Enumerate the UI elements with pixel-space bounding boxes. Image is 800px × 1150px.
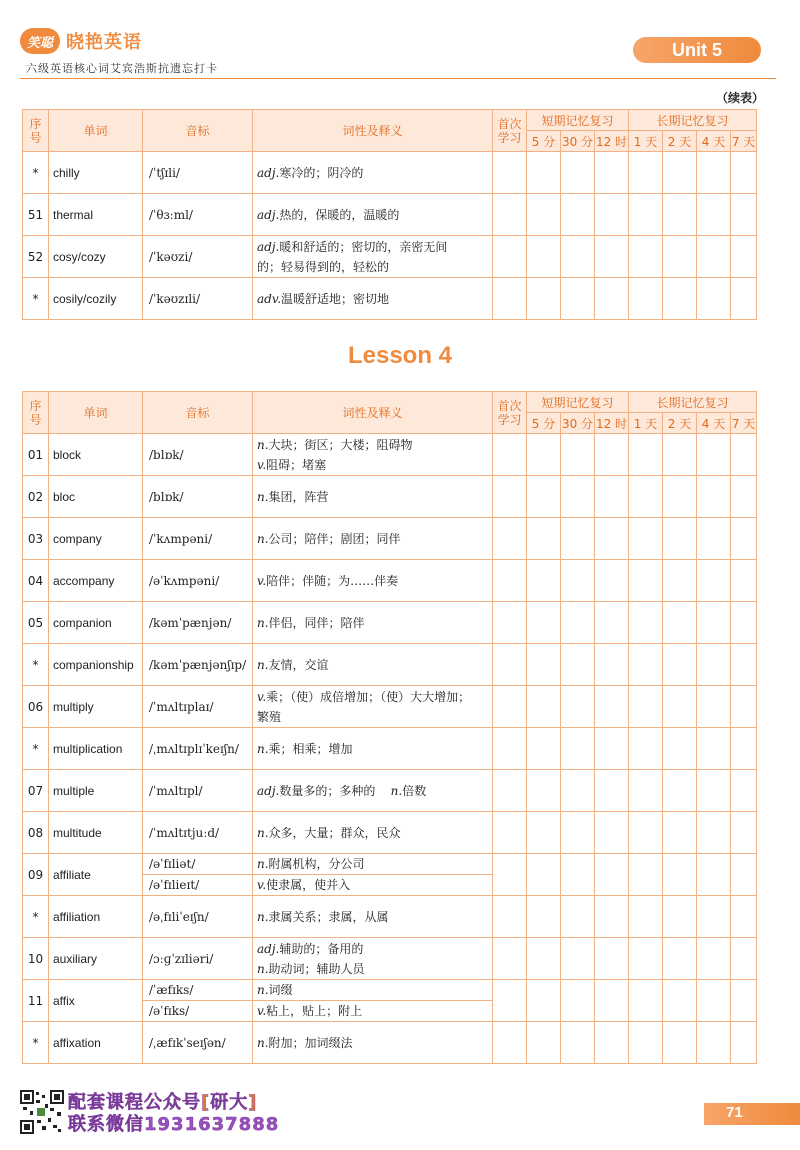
checkbox-cell[interactable]	[595, 518, 629, 560]
checkbox-cell[interactable]	[493, 152, 527, 194]
meaning-cell: n.集团，阵营	[253, 476, 493, 518]
col-header-short-term: 短期记忆复习	[527, 392, 629, 413]
row-number: *	[23, 278, 49, 320]
checkbox-cell[interactable]	[527, 1022, 561, 1064]
word-cell: multiply	[49, 686, 143, 728]
row-number: 09	[23, 854, 49, 896]
checkbox-cell[interactable]	[731, 644, 757, 686]
phonetic-cell: /blɒk/	[143, 434, 253, 476]
row-number: 05	[23, 602, 49, 644]
checkbox-cell[interactable]	[629, 980, 663, 1022]
checkbox-cell[interactable]	[595, 560, 629, 602]
meaning-cell: n.乘；相乘；增加	[253, 728, 493, 770]
checkbox-cell[interactable]	[527, 434, 561, 476]
meaning-cell: n.附属机构，分公司	[253, 854, 493, 875]
col-header-l4: 7 天	[731, 131, 757, 152]
checkbox-cell[interactable]	[493, 980, 527, 1022]
col-header-s2: 30 分	[561, 413, 595, 434]
checkbox-cell[interactable]	[493, 560, 527, 602]
checkbox-cell[interactable]	[731, 278, 757, 320]
col-header-l3: 4 天	[697, 131, 731, 152]
checkbox-cell[interactable]	[493, 854, 527, 896]
checkbox-cell[interactable]	[493, 602, 527, 644]
meaning-cell: adj.数量多的；多种的 n.倍数	[253, 770, 493, 812]
checkbox-cell[interactable]	[697, 896, 731, 938]
col-header-phonetic: 音标	[143, 110, 253, 152]
checkbox-cell[interactable]	[697, 602, 731, 644]
phonetic-cell: /əˈfɪlieɪt/	[143, 875, 253, 896]
row-number: *	[23, 896, 49, 938]
checkbox-cell[interactable]	[697, 278, 731, 320]
meaning-cell: n.众多，大量；群众，民众	[253, 812, 493, 854]
checkbox-cell[interactable]	[629, 560, 663, 602]
checkbox-cell[interactable]	[629, 236, 663, 278]
checkbox-cell[interactable]	[527, 686, 561, 728]
col-header-long-term: 长期记忆复习	[629, 392, 757, 413]
checkbox-cell[interactable]	[697, 194, 731, 236]
checkbox-cell[interactable]	[697, 476, 731, 518]
checkbox-cell[interactable]	[663, 938, 697, 980]
phonetic-cell: /ˈmʌltɪtjuːd/	[143, 812, 253, 854]
promo-text	[68, 1092, 279, 1136]
checkbox-cell[interactable]	[527, 476, 561, 518]
word-cell: cosily/cozily	[49, 278, 143, 320]
checkbox-cell[interactable]	[595, 938, 629, 980]
row-number: *	[23, 1022, 49, 1064]
phonetic-cell: /ˈmʌltɪpl/	[143, 770, 253, 812]
row-number: 06	[23, 686, 49, 728]
checkbox-cell[interactable]	[561, 854, 595, 896]
header-row	[23, 392, 757, 413]
phonetic-cell: /ˈkəʊzi/	[143, 236, 253, 278]
meaning-cell: n.公司；陪伴；剧团；同伴	[253, 518, 493, 560]
row-number: 08	[23, 812, 49, 854]
word-cell: chilly	[49, 152, 143, 194]
meaning-cell: n.伴侣，同伴；陪伴	[253, 602, 493, 644]
checkbox-cell[interactable]	[731, 152, 757, 194]
header-row	[23, 110, 757, 131]
checkbox-cell[interactable]	[731, 602, 757, 644]
checkbox-cell[interactable]	[629, 686, 663, 728]
checkbox-cell[interactable]	[595, 434, 629, 476]
checkbox-cell[interactable]	[731, 686, 757, 728]
checkbox-cell[interactable]	[663, 896, 697, 938]
col-header-s1: 5 分	[527, 413, 561, 434]
promo-line-1: 配套课程公众号[研大]	[68, 1092, 258, 1113]
meaning-cell: n.友情，交谊	[253, 644, 493, 686]
checkbox-cell[interactable]	[527, 518, 561, 560]
checkbox-cell[interactable]	[697, 770, 731, 812]
table-row	[23, 728, 757, 770]
meaning-cell: v.陪伴；伴随；为……伴奏	[253, 560, 493, 602]
checkbox-cell[interactable]	[629, 728, 663, 770]
table-row	[23, 686, 757, 728]
phonetic-cell: /ˈθɜːml/	[143, 194, 253, 236]
word-cell: affixation	[49, 1022, 143, 1064]
table-row	[23, 152, 757, 194]
checkbox-cell[interactable]	[629, 602, 663, 644]
col-header-word: 单词	[49, 110, 143, 152]
meaning-cell: v.乘；（使）成倍增加；（使）大大增加； 繁殖	[253, 686, 493, 728]
checkbox-cell[interactable]	[595, 896, 629, 938]
header-divider	[20, 78, 776, 79]
checkbox-cell[interactable]	[663, 770, 697, 812]
meaning-cell: adj.辅助的；备用的 n.助动词；辅助人员	[253, 938, 493, 980]
page-number-bar	[704, 1103, 800, 1125]
table-row	[23, 476, 757, 518]
checkbox-cell[interactable]	[731, 518, 757, 560]
checkbox-cell[interactable]	[663, 236, 697, 278]
checkbox-cell[interactable]	[663, 434, 697, 476]
lesson-title: Lesson 4	[347, 342, 453, 369]
word-cell: companion	[49, 602, 143, 644]
checkbox-cell[interactable]	[663, 476, 697, 518]
checkbox-cell[interactable]	[663, 1022, 697, 1064]
checkbox-cell[interactable]	[697, 518, 731, 560]
checkbox-cell[interactable]	[527, 812, 561, 854]
checkbox-cell[interactable]	[595, 770, 629, 812]
table-row	[23, 560, 757, 602]
meaning-cell: adj.寒冷的；阴冷的	[253, 152, 493, 194]
book-subtitle: 六级英语核心词艾宾浩斯抗遗忘打卡	[26, 62, 218, 75]
table-row	[23, 602, 757, 644]
word-cell: affiliate	[49, 854, 143, 896]
phonetic-cell: /blɒk/	[143, 476, 253, 518]
row-number: *	[23, 152, 49, 194]
word-cell: companionship	[49, 644, 143, 686]
row-number: 07	[23, 770, 49, 812]
checkbox-cell[interactable]	[697, 236, 731, 278]
word-cell: company	[49, 518, 143, 560]
checkbox-cell[interactable]	[493, 938, 527, 980]
word-cell: affix	[49, 980, 143, 1022]
checkbox-cell[interactable]	[561, 602, 595, 644]
row-number: 04	[23, 560, 49, 602]
meaning-cell: adj.热的，保暖的，温暖的	[253, 194, 493, 236]
checkbox-cell[interactable]	[731, 236, 757, 278]
word-cell: block	[49, 434, 143, 476]
brand-logo	[20, 28, 142, 54]
checkbox-cell[interactable]	[731, 770, 757, 812]
word-cell: multitude	[49, 812, 143, 854]
checkbox-cell[interactable]	[731, 434, 757, 476]
row-number: 03	[23, 518, 49, 560]
checkbox-cell[interactable]	[595, 644, 629, 686]
meaning-cell: n.附加；加词缀法	[253, 1022, 493, 1064]
phonetic-cell: /ɔːɡˈzɪliəri/	[143, 938, 253, 980]
row-number: 02	[23, 476, 49, 518]
continued-label: （续表）	[716, 91, 765, 105]
checkbox-cell[interactable]	[595, 1022, 629, 1064]
promo-line-2: 联系微信1931637888	[68, 1114, 280, 1135]
checkbox-cell[interactable]	[561, 194, 595, 236]
col-header-first-study: 首次 学习	[493, 110, 527, 152]
checkbox-cell[interactable]	[561, 644, 595, 686]
table-row	[23, 1022, 757, 1064]
checkbox-cell[interactable]	[629, 644, 663, 686]
checkbox-cell[interactable]	[697, 644, 731, 686]
checkbox-cell[interactable]	[731, 896, 757, 938]
col-header-s3: 12 时	[595, 413, 629, 434]
checkbox-cell[interactable]	[561, 938, 595, 980]
checkbox-cell[interactable]	[629, 1022, 663, 1064]
word-cell: multiplication	[49, 728, 143, 770]
checkbox-cell[interactable]	[595, 602, 629, 644]
checkbox-cell[interactable]	[731, 560, 757, 602]
checkbox-cell[interactable]	[595, 236, 629, 278]
checkbox-cell[interactable]	[561, 1022, 595, 1064]
checkbox-cell[interactable]	[697, 812, 731, 854]
qr-code-icon	[20, 1090, 64, 1134]
col-header-l1: 1 天	[629, 413, 663, 434]
checkbox-cell[interactable]	[629, 278, 663, 320]
col-header-s3: 12 时	[595, 131, 629, 152]
row-number: 51	[23, 194, 49, 236]
checkbox-cell[interactable]	[629, 938, 663, 980]
checkbox-cell[interactable]	[731, 728, 757, 770]
checkbox-cell[interactable]	[595, 686, 629, 728]
checkbox-cell[interactable]	[697, 728, 731, 770]
checkbox-cell[interactable]	[697, 1022, 731, 1064]
phonetic-cell: /ˈkəʊzɪli/	[143, 278, 253, 320]
checkbox-cell[interactable]	[663, 728, 697, 770]
phonetic-cell: /əˌfɪliˈeɪʃn/	[143, 896, 253, 938]
table-row	[23, 896, 757, 938]
checkbox-cell[interactable]	[527, 152, 561, 194]
checkbox-cell[interactable]	[629, 812, 663, 854]
checkbox-cell[interactable]	[663, 194, 697, 236]
col-header-l2: 2 天	[663, 131, 697, 152]
checkbox-cell[interactable]	[493, 728, 527, 770]
checkbox-cell[interactable]	[629, 152, 663, 194]
checkbox-cell[interactable]	[527, 938, 561, 980]
checkbox-cell[interactable]	[595, 728, 629, 770]
checkbox-cell[interactable]	[561, 686, 595, 728]
checkbox-cell[interactable]	[561, 518, 595, 560]
checkbox-cell[interactable]	[561, 896, 595, 938]
checkbox-cell[interactable]	[697, 980, 731, 1022]
page-number: 71	[726, 1104, 743, 1121]
checkbox-cell[interactable]	[629, 476, 663, 518]
checkbox-cell[interactable]	[561, 236, 595, 278]
row-number: 10	[23, 938, 49, 980]
word-cell: auxiliary	[49, 938, 143, 980]
checkbox-cell[interactable]	[731, 476, 757, 518]
table-row	[23, 644, 757, 686]
checkbox-cell[interactable]	[663, 560, 697, 602]
checkbox-cell[interactable]	[527, 770, 561, 812]
checkbox-cell[interactable]	[561, 152, 595, 194]
row-number: *	[23, 644, 49, 686]
unit-badge: Unit 5	[633, 37, 761, 63]
checkbox-cell[interactable]	[629, 896, 663, 938]
checkbox-cell[interactable]	[493, 812, 527, 854]
table-row	[23, 434, 757, 476]
checkbox-cell[interactable]	[697, 434, 731, 476]
meaning-cell: adv.温暖舒适地；密切地	[253, 278, 493, 320]
checkbox-cell[interactable]	[527, 602, 561, 644]
checkbox-cell[interactable]	[629, 770, 663, 812]
checkbox-cell[interactable]	[663, 518, 697, 560]
phonetic-cell: /əˈkʌmpəni/	[143, 560, 253, 602]
checkbox-cell[interactable]	[697, 560, 731, 602]
checkbox-cell[interactable]	[697, 938, 731, 980]
checkbox-cell[interactable]	[663, 644, 697, 686]
table-row	[23, 770, 757, 812]
word-cell: bloc	[49, 476, 143, 518]
col-header-first-study: 首次 学习	[493, 392, 527, 434]
checkbox-cell[interactable]	[663, 686, 697, 728]
page-header	[0, 0, 800, 80]
phonetic-cell: /ˈtʃɪli/	[143, 152, 253, 194]
checkbox-cell[interactable]	[663, 278, 697, 320]
word-cell: cosy/cozy	[49, 236, 143, 278]
col-header-long-term: 长期记忆复习	[629, 110, 757, 131]
word-cell: affiliation	[49, 896, 143, 938]
phonetic-cell: /ˌmʌltɪplɪˈkeɪʃn/	[143, 728, 253, 770]
table-row	[23, 236, 757, 278]
checkbox-cell[interactable]	[561, 770, 595, 812]
word-cell: multiple	[49, 770, 143, 812]
phonetic-cell: /kəmˈpænjənʃɪp/	[143, 644, 253, 686]
phonetic-cell: /əˈfɪliət/	[143, 854, 253, 875]
checkbox-cell[interactable]	[493, 686, 527, 728]
checkbox-cell[interactable]	[527, 560, 561, 602]
checkbox-cell[interactable]	[595, 152, 629, 194]
checkbox-cell[interactable]	[731, 194, 757, 236]
vocab-table-continued	[22, 109, 757, 320]
table-row	[23, 980, 757, 1001]
table-row	[23, 938, 757, 980]
checkbox-cell[interactable]	[663, 980, 697, 1022]
table-row	[23, 812, 757, 854]
checkbox-cell[interactable]	[561, 980, 595, 1022]
checkbox-cell[interactable]	[493, 278, 527, 320]
checkbox-cell[interactable]	[731, 980, 757, 1022]
checkbox-cell[interactable]	[595, 278, 629, 320]
word-cell: thermal	[49, 194, 143, 236]
meaning-cell: adj.暖和舒适的；密切的，亲密无间 的；轻易得到的，轻松的	[253, 236, 493, 278]
checkbox-cell[interactable]	[493, 236, 527, 278]
checkbox-cell[interactable]	[493, 518, 527, 560]
checkbox-cell[interactable]	[527, 236, 561, 278]
checkbox-cell[interactable]	[731, 812, 757, 854]
phonetic-cell: /ˌæfɪkˈseɪʃən/	[143, 1022, 253, 1064]
col-header-l1: 1 天	[629, 131, 663, 152]
meaning-cell: n.大块；街区；大楼；阻碍物 v.阻碍；堵塞	[253, 434, 493, 476]
col-header-no: 序 号	[23, 392, 49, 434]
meaning-cell: v.使隶属，使并入	[253, 875, 493, 896]
phonetic-cell: /ˈmʌltɪplaɪ/	[143, 686, 253, 728]
checkbox-cell[interactable]	[629, 434, 663, 476]
checkbox-cell[interactable]	[527, 278, 561, 320]
row-number: 01	[23, 434, 49, 476]
checkbox-cell[interactable]	[493, 896, 527, 938]
col-header-s1: 5 分	[527, 131, 561, 152]
checkbox-cell[interactable]	[561, 560, 595, 602]
checkbox-cell[interactable]	[527, 854, 561, 896]
checkbox-cell[interactable]	[731, 854, 757, 896]
row-number: 52	[23, 236, 49, 278]
meaning-cell: v.粘上，贴上；附上	[253, 1001, 493, 1022]
phonetic-cell: /ˈkʌmpəni/	[143, 518, 253, 560]
checkbox-cell[interactable]	[493, 644, 527, 686]
meaning-cell: n.隶属关系；隶属，从属	[253, 896, 493, 938]
checkbox-cell[interactable]	[595, 812, 629, 854]
col-header-phonetic: 音标	[143, 392, 253, 434]
table-row	[23, 518, 757, 560]
table-row	[23, 854, 757, 875]
logo-mark: 笑聪	[20, 28, 60, 54]
col-header-s2: 30 分	[561, 131, 595, 152]
checkbox-cell[interactable]	[595, 476, 629, 518]
row-number: *	[23, 728, 49, 770]
brand-name: 晓艳英语	[66, 32, 142, 53]
checkbox-cell[interactable]	[493, 770, 527, 812]
checkbox-cell[interactable]	[697, 854, 731, 896]
checkbox-cell[interactable]	[527, 194, 561, 236]
col-header-meaning: 词性及释义	[253, 110, 493, 152]
checkbox-cell[interactable]	[731, 938, 757, 980]
meaning-cell: n.词缀	[253, 980, 493, 1001]
checkbox-cell[interactable]	[493, 194, 527, 236]
checkbox-cell[interactable]	[595, 194, 629, 236]
phonetic-cell: /kəmˈpænjən/	[143, 602, 253, 644]
checkbox-cell[interactable]	[527, 896, 561, 938]
vocab-table-lesson4	[22, 391, 757, 1064]
checkbox-cell[interactable]	[527, 644, 561, 686]
checkbox-cell[interactable]	[527, 980, 561, 1022]
checkbox-cell[interactable]	[561, 728, 595, 770]
checkbox-cell[interactable]	[663, 812, 697, 854]
col-header-l3: 4 天	[697, 413, 731, 434]
checkbox-cell[interactable]	[697, 152, 731, 194]
col-header-short-term: 短期记忆复习	[527, 110, 629, 131]
checkbox-cell[interactable]	[629, 518, 663, 560]
checkbox-cell[interactable]	[663, 854, 697, 896]
col-header-no: 序 号	[23, 110, 49, 152]
col-header-l2: 2 天	[663, 413, 697, 434]
phonetic-cell: /ˈæfɪks/	[143, 980, 253, 1001]
checkbox-cell[interactable]	[561, 434, 595, 476]
checkbox-cell[interactable]	[629, 194, 663, 236]
phonetic-cell: /əˈfɪks/	[143, 1001, 253, 1022]
checkbox-cell[interactable]	[731, 1022, 757, 1064]
word-cell: accompany	[49, 560, 143, 602]
checkbox-cell[interactable]	[595, 980, 629, 1022]
checkbox-cell[interactable]	[663, 152, 697, 194]
col-header-word: 单词	[49, 392, 143, 434]
checkbox-cell[interactable]	[527, 728, 561, 770]
row-number: 11	[23, 980, 49, 1022]
col-header-meaning: 词性及释义	[253, 392, 493, 434]
checkbox-cell[interactable]	[697, 686, 731, 728]
checkbox-cell[interactable]	[595, 854, 629, 896]
checkbox-cell[interactable]	[561, 812, 595, 854]
checkbox-cell[interactable]	[629, 854, 663, 896]
checkbox-cell[interactable]	[561, 278, 595, 320]
checkbox-cell[interactable]	[663, 602, 697, 644]
checkbox-cell[interactable]	[493, 476, 527, 518]
checkbox-cell[interactable]	[561, 476, 595, 518]
checkbox-cell[interactable]	[493, 1022, 527, 1064]
col-header-l4: 7 天	[731, 413, 757, 434]
table-row	[23, 278, 757, 320]
checkbox-cell[interactable]	[493, 434, 527, 476]
table-row	[23, 194, 757, 236]
